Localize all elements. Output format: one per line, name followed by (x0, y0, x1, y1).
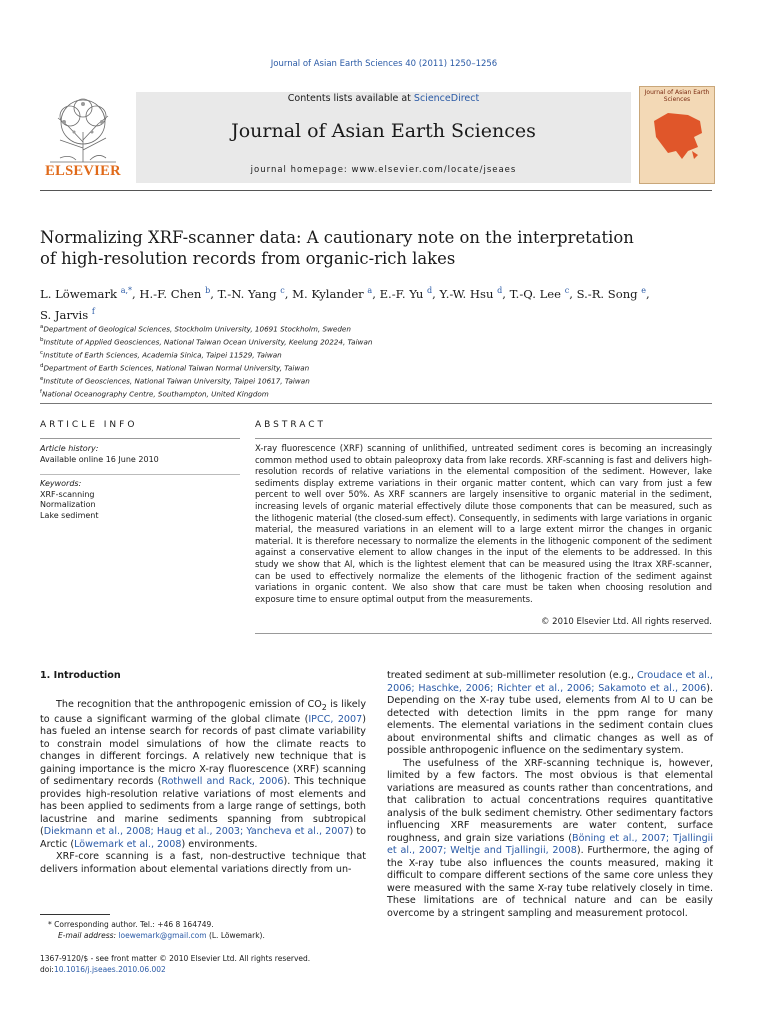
front-matter-text: 1367-9120/$ - see front matter © 2010 Elsevier Ltd. All rights reserved. (40, 954, 311, 963)
paragraph (387, 758, 713, 921)
author-affiliation-mark[interactable]: e (641, 286, 647, 295)
author: T.-Q. Lee (509, 286, 562, 301)
email-link[interactable]: loewemark@gmail.com (118, 931, 207, 940)
text: ) environments. (181, 838, 258, 850)
affiliation (40, 361, 712, 374)
email-suffix: (L. Löwemark). (206, 931, 265, 940)
keyword: Lake sediment (40, 510, 99, 520)
citation-link[interactable]: Diekmann et al., 2008; Haug et al., 2003; Yancheva et al., 2007 (43, 826, 350, 838)
citation-link[interactable]: Rothwell and Rack, 2006 (161, 776, 284, 788)
text: The usefulness of the XRF-scanning technique is, however, limited by a few factors. The most obvious is that elemental variations are measured as counts rather than concentrations, and that calibration to actual concentrations requires quantitative analysis of the bulk sediment chemistry. Other sedimentary factors influencing XRF measurements are water content, surface roughness, and grain size variations ( (387, 757, 713, 844)
abstract-heading: ABSTRACT (255, 420, 327, 430)
doi-prefix: doi: (40, 965, 54, 974)
author-affiliation-mark[interactable]: d (427, 286, 433, 295)
body-left-column (40, 670, 366, 876)
affiliation-list (40, 322, 712, 400)
history-label: Article history: (40, 444, 99, 453)
affiliation-text: Department of Geological Sciences, Stockholm University, 10691 Stockholm, Sweden (43, 324, 351, 334)
text: treated sediment at sub-millimeter resolution (e.g., (387, 670, 637, 681)
author-affiliation-mark[interactable]: f (91, 306, 95, 316)
paragraph: XRF-core scanning is a fast, non-destructive technique that delivers information about elemental variations directly from un- (40, 851, 366, 875)
text: ) has fueled an intense search for records of past climate variability to constrain model simulations of how the climate reacts to changes in different forcings. A relatively new technique that is gaining importance is the micro X-ray fluorescence (XRF) scanning of sedimentary records ( (40, 713, 366, 788)
keyword: Normalization (40, 500, 96, 509)
doi-line (40, 964, 366, 975)
header-divider (40, 190, 712, 191)
abstract-text: X-ray fluorescence (XRF) scanning of unlithified, untreated sediment cores is becoming an increasingly common method used to obtain paleoproxy data from lake records. XRF-scanning is fast and delivers high-resolution records of relative variations in the elemental composition of the sediment. However, lake sediments display extreme variations in their organic matter content, which can vary from just a few percent to well over 50%. As XRF scanners are largely insensitive to organic material in the sediment, increasing levels of organic material effectively dilute those components that can be measured, such as the lithogenic material (the closed-sum effect). Consequently, in sediments with large variations in organic material, the measured variations in an element will to a large extent mirror the changes in organic material. It is therefore necessary to normalize the elements in the lithogenic component of the sediment against a conservative element to allow changes in the input of the elements to be addressed. In this study we show that Al, which is the lightest element that can be measured using the Itrax XRF-scanner, can be used to effectively normalize the elements of the lithogenic fraction of the sediment against variations in organic content. We also show that care must be taken when choosing resolution and exposure time to ensure optimal output from the measurements. (255, 444, 712, 605)
affiliation-mark: a (40, 324, 44, 330)
affiliation (40, 322, 712, 335)
title-divider (40, 403, 712, 404)
abstract-end-divider (255, 633, 712, 634)
journal-title: Journal of Asian Earth Sciences (231, 120, 536, 142)
citation-link[interactable]: Löwemark et al., 2008 (74, 838, 182, 850)
footnote (40, 919, 366, 941)
author-affiliation-mark[interactable]: a (367, 286, 373, 295)
history-value: Available online 16 June 2010 (40, 454, 159, 464)
author: L. Löwemark (40, 286, 118, 301)
text: The recognition that the anthropogenic emission of CO (56, 698, 322, 710)
author-affiliation-mark[interactable]: b (205, 286, 211, 295)
author: E.-F. Yu (379, 286, 424, 301)
author: H.-F. Chen (139, 286, 202, 301)
affiliation (40, 387, 712, 400)
text: ). Furthermore, the aging of the X-ray tube also influences the counts measured, making it difficult to compare different sections of the same core unless they were measured with the same X-ray tube relatively closely in time. These limitations are of technical nature and can be easily overcome by a stringent sampling and measurement protocol. (387, 845, 713, 919)
keyword: XRF-scanning (40, 489, 95, 499)
front-matter (40, 953, 366, 975)
title-line-2: of high-resolution records from organic-rich lakes (40, 249, 456, 268)
affiliation (40, 374, 712, 387)
article-title (40, 227, 712, 269)
affiliation-text: Institute of Applied Geosciences, National Taiwan Ocean University, Keelung 20224, Taiwan (43, 337, 373, 347)
article-info-heading: ARTICLE INFO (40, 420, 138, 430)
abstract-divider (255, 438, 712, 439)
copyright: © 2010 Elsevier Ltd. All rights reserved. (540, 617, 712, 627)
affiliation-text: National Oceanography Centre, Southampton, United Kingdom (41, 389, 269, 399)
contents-line (136, 93, 631, 104)
footnote-divider (40, 914, 110, 915)
affiliation-mark: e (40, 375, 44, 382)
corresponding-author: * Corresponding author. Tel.: +46 8 164749. (48, 920, 214, 929)
author-affiliation-mark[interactable]: a,* (120, 286, 133, 295)
text: ). Depending on the X-ray tube used, elements from Al to U can be detected with detection limits in the ppm range for many elements. The elemental variations in the sediment contain clues about environmental shifts and climatic changes as well as of possible anthropogenic influence on the sedimentary system. (387, 682, 713, 756)
article-info-divider (40, 438, 240, 439)
citation-link[interactable]: IPCC, 2007 (308, 713, 363, 725)
contents-prefix: Contents lists available at (287, 93, 414, 104)
author: T.-N. Yang (217, 286, 277, 301)
citation-link[interactable]: Böning et al., 2007; Tjallingii et al., 2007; Weltje and Tjallingii, 2008 (387, 832, 713, 856)
affiliation-mark: d (40, 362, 44, 369)
text: ) to Arctic ( (40, 826, 366, 850)
author-affiliation-mark[interactable]: c (280, 286, 285, 295)
author: M. Kylander (292, 286, 364, 301)
author: Y.-W. Hsu (439, 286, 494, 301)
subscript: 2 (321, 702, 327, 712)
email-line (40, 930, 366, 941)
affiliation (40, 335, 712, 348)
email-label: E-mail address: (58, 931, 117, 940)
keywords-divider (40, 474, 240, 475)
cover-title: Journal of Asian Earth Sciences (644, 89, 710, 103)
doi-link[interactable]: 10.1016/j.jseaes.2010.06.002 (53, 965, 166, 974)
keywords-label: Keywords: (40, 479, 82, 488)
author-affiliation-mark[interactable]: c (564, 286, 570, 295)
author-affiliation-mark[interactable]: d (497, 286, 503, 295)
title-line-1: Normalizing XRF-scanner data: A cautionary note on the interpretation (40, 228, 634, 247)
affiliation-mark: b (40, 336, 44, 343)
paragraph (387, 670, 713, 758)
journal-reference[interactable]: Journal of Asian Earth Sciences 40 (2011) 1250–1256 (270, 59, 498, 69)
affiliation-mark: c (40, 349, 44, 356)
affiliation-text: Department of Earth Sciences, National Taiwan Normal University, Taiwan (43, 363, 310, 373)
affiliation-text: Institute of Earth Sciences, Academia Sinica, Taipei 11529, Taiwan (43, 350, 282, 360)
elsevier-wordmark: ELSEVIER (45, 163, 121, 179)
citation-link[interactable]: Croudace et al., 2006; Haschke, 2006; Richter et al., 2006; Sakamoto et al., 2006 (387, 670, 714, 694)
section-heading-introduction: 1. Introduction (40, 670, 121, 681)
paragraph (40, 699, 366, 852)
affiliation-mark: f (40, 388, 42, 395)
asia-map-icon (648, 107, 706, 163)
journal-homepage[interactable]: journal homepage: www.elsevier.com/locate/jseaes (250, 165, 517, 175)
affiliation-text: Institute of Geosciences, National Taiwan University, Taipei 10617, Taiwan (43, 376, 310, 386)
author-list: L. Löwemark $^{a,*}$, H.-F. Chen $^b$, T.-N. Yang $^c$, M. Kylander $^a$, E.-F. Yu $^d$, Y.-W. Hsu $^d$, T.-Q. Lee $^c$, S.-R. Song $^e$, S. Jarvis $^f$ (40, 286, 650, 322)
sciencedirect-link[interactable]: ScienceDirect (413, 93, 480, 104)
author: S.-R. Song (576, 286, 638, 301)
text: ). This technique provides high-resolution relative variations of most elements and has been applied to sediments from a large range of settings, both lacustrine and marine sediments spanning from subtropical ( (40, 776, 366, 838)
article-info (40, 444, 240, 521)
journal-cover-thumbnail (639, 86, 715, 184)
affiliation (40, 348, 712, 361)
author: S. Jarvis (40, 307, 89, 322)
body-right-column (387, 670, 713, 920)
text: is likely to cause a significant warming of the global climate ( (40, 698, 366, 725)
